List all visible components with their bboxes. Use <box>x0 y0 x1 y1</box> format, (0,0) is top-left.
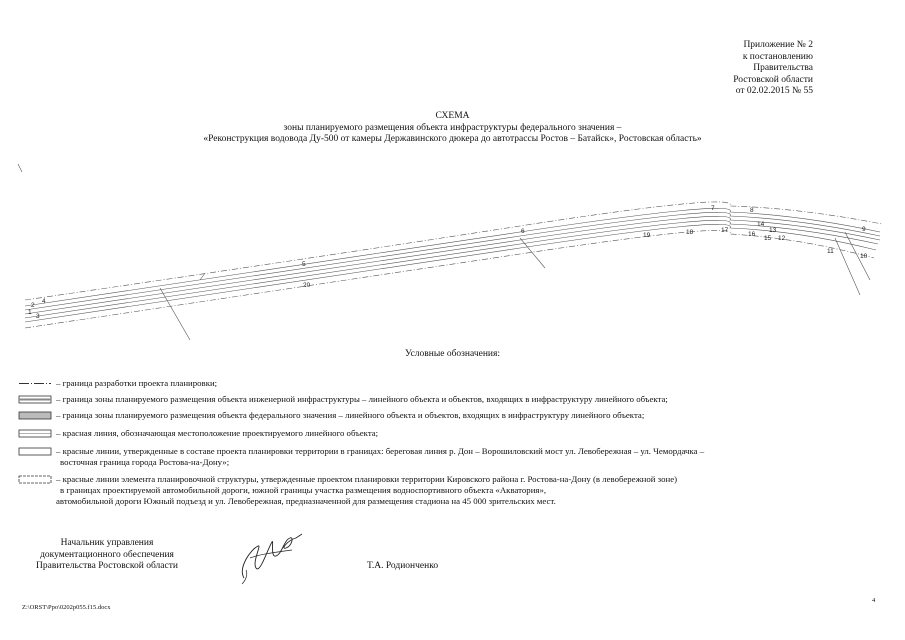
legend-text: – граница разработки проекта планировки; <box>56 378 218 388</box>
signer-name: Т.А. Родионченко <box>367 561 439 571</box>
legend-text-line: – красные линии, утвержденные в составе проекта планировки территории в границах: береговая линия р. Дон – Ворошиловский мост ул. Левобережная – ул. Чемордачка – <box>56 446 705 456</box>
position-line: Правительства Ростовской области <box>36 561 178 571</box>
branch-line <box>18 164 22 172</box>
document-heading <box>0 111 905 146</box>
appendix-line: Ростовской области <box>733 74 813 85</box>
corridor-line <box>25 208 880 306</box>
appendix-line: Приложение № 2 <box>743 40 813 50</box>
point-label: 10 <box>860 253 868 260</box>
engineering-zone-symbol <box>18 395 52 404</box>
handwritten-signature <box>232 528 312 586</box>
point-label: 19 <box>643 232 651 239</box>
point-label: 2 <box>31 302 35 309</box>
planning-structure-lines-symbol <box>18 475 52 484</box>
appendix-line: к постановлению <box>742 51 813 62</box>
legend-text <box>56 446 876 468</box>
dash-dot-line-symbol <box>18 379 52 388</box>
branch-line <box>835 238 860 295</box>
point-label: 1 <box>28 309 32 316</box>
legend-text-line: восточная граница города Ростова-на-Дону»; <box>60 457 230 467</box>
document-subtitle-2: «Реконструкция водовода Ду-500 от камеры Державинского дюкера до автотрассы Ростов – Батайск», Ростовская область» <box>203 134 702 144</box>
federal-zone-symbol <box>18 411 52 420</box>
point-label: 11 <box>827 248 834 255</box>
point-label: 12 <box>778 235 786 242</box>
signature-position <box>22 538 192 573</box>
legend-text <box>56 474 876 507</box>
point-label: 7 <box>711 205 715 212</box>
document-subtitle-1: зоны планируемого размещения объекта инфраструктуры федерального значения – <box>283 122 622 133</box>
corridor-line <box>25 212 880 310</box>
position-line: Начальник управления <box>60 538 154 548</box>
legend-text-line: автомобильной дороги Южный подъезд и ул. Левобережная, предназначенной для размещения стадиона на 45 000 зрительских мест. <box>56 496 556 506</box>
point-label: 17 <box>721 227 729 234</box>
legend-text: – красная линия, обозначающая местоположение проектируемого линейного объекта; <box>56 428 379 438</box>
appendix-line: Правительства <box>753 63 813 73</box>
point-label: 3 <box>36 313 40 320</box>
approved-red-lines-symbol <box>18 447 52 456</box>
point-label: 13 <box>769 227 777 234</box>
appendix-line: от 02.02.2015 № 55 <box>735 86 813 96</box>
legend-title: Условные обозначения: <box>404 349 500 359</box>
point-label: 5 <box>302 261 306 268</box>
document-title: СХЕМА <box>435 111 470 121</box>
corridor-line <box>25 230 874 328</box>
red-line-symbol <box>18 429 52 438</box>
corridor-line <box>25 224 876 322</box>
point-label: 8 <box>750 207 754 214</box>
point-label: 9 <box>862 226 866 233</box>
legend-text-line: в границах проектируемой автомобильной дороги, южной границы участка размещения водноспортивного объекта «Акватория», <box>60 485 547 495</box>
point-label: 14 <box>757 221 765 228</box>
point-label: 18 <box>686 229 694 236</box>
point-label: 15 <box>764 235 772 242</box>
corridor-line <box>25 202 882 300</box>
file-path: Z:\ORST\Ppo\0202p055.f15.docx <box>22 604 111 611</box>
point-label: 4 <box>42 298 46 305</box>
scheme-map <box>0 160 905 360</box>
position-line: документационного обеспечения <box>40 549 174 560</box>
page-number: 4 <box>872 597 876 604</box>
point-label: 16 <box>748 231 756 238</box>
legend-text: – граница зоны планируемого размещения объекта федерального значения – линейного объекта и объектов, входящих в инфраструктуру линейного объекта; <box>56 410 645 420</box>
legend-text-line: – красные линии элемента планировочной структуры, утвержденные проектом планировки территории Кировского района г. Ростова-на-Дону (в левобережной зоне) <box>56 474 678 484</box>
legend-text: – граница зоны планируемого размещения объекта инженерной инфраструктуры – линейного объекта и объектов, входящих в инфраструктуру линейного объекта; <box>56 394 668 404</box>
point-label: 20 <box>303 282 311 289</box>
point-label: 6 <box>521 228 525 235</box>
branch-line <box>520 238 545 268</box>
appendix-header <box>653 40 813 98</box>
